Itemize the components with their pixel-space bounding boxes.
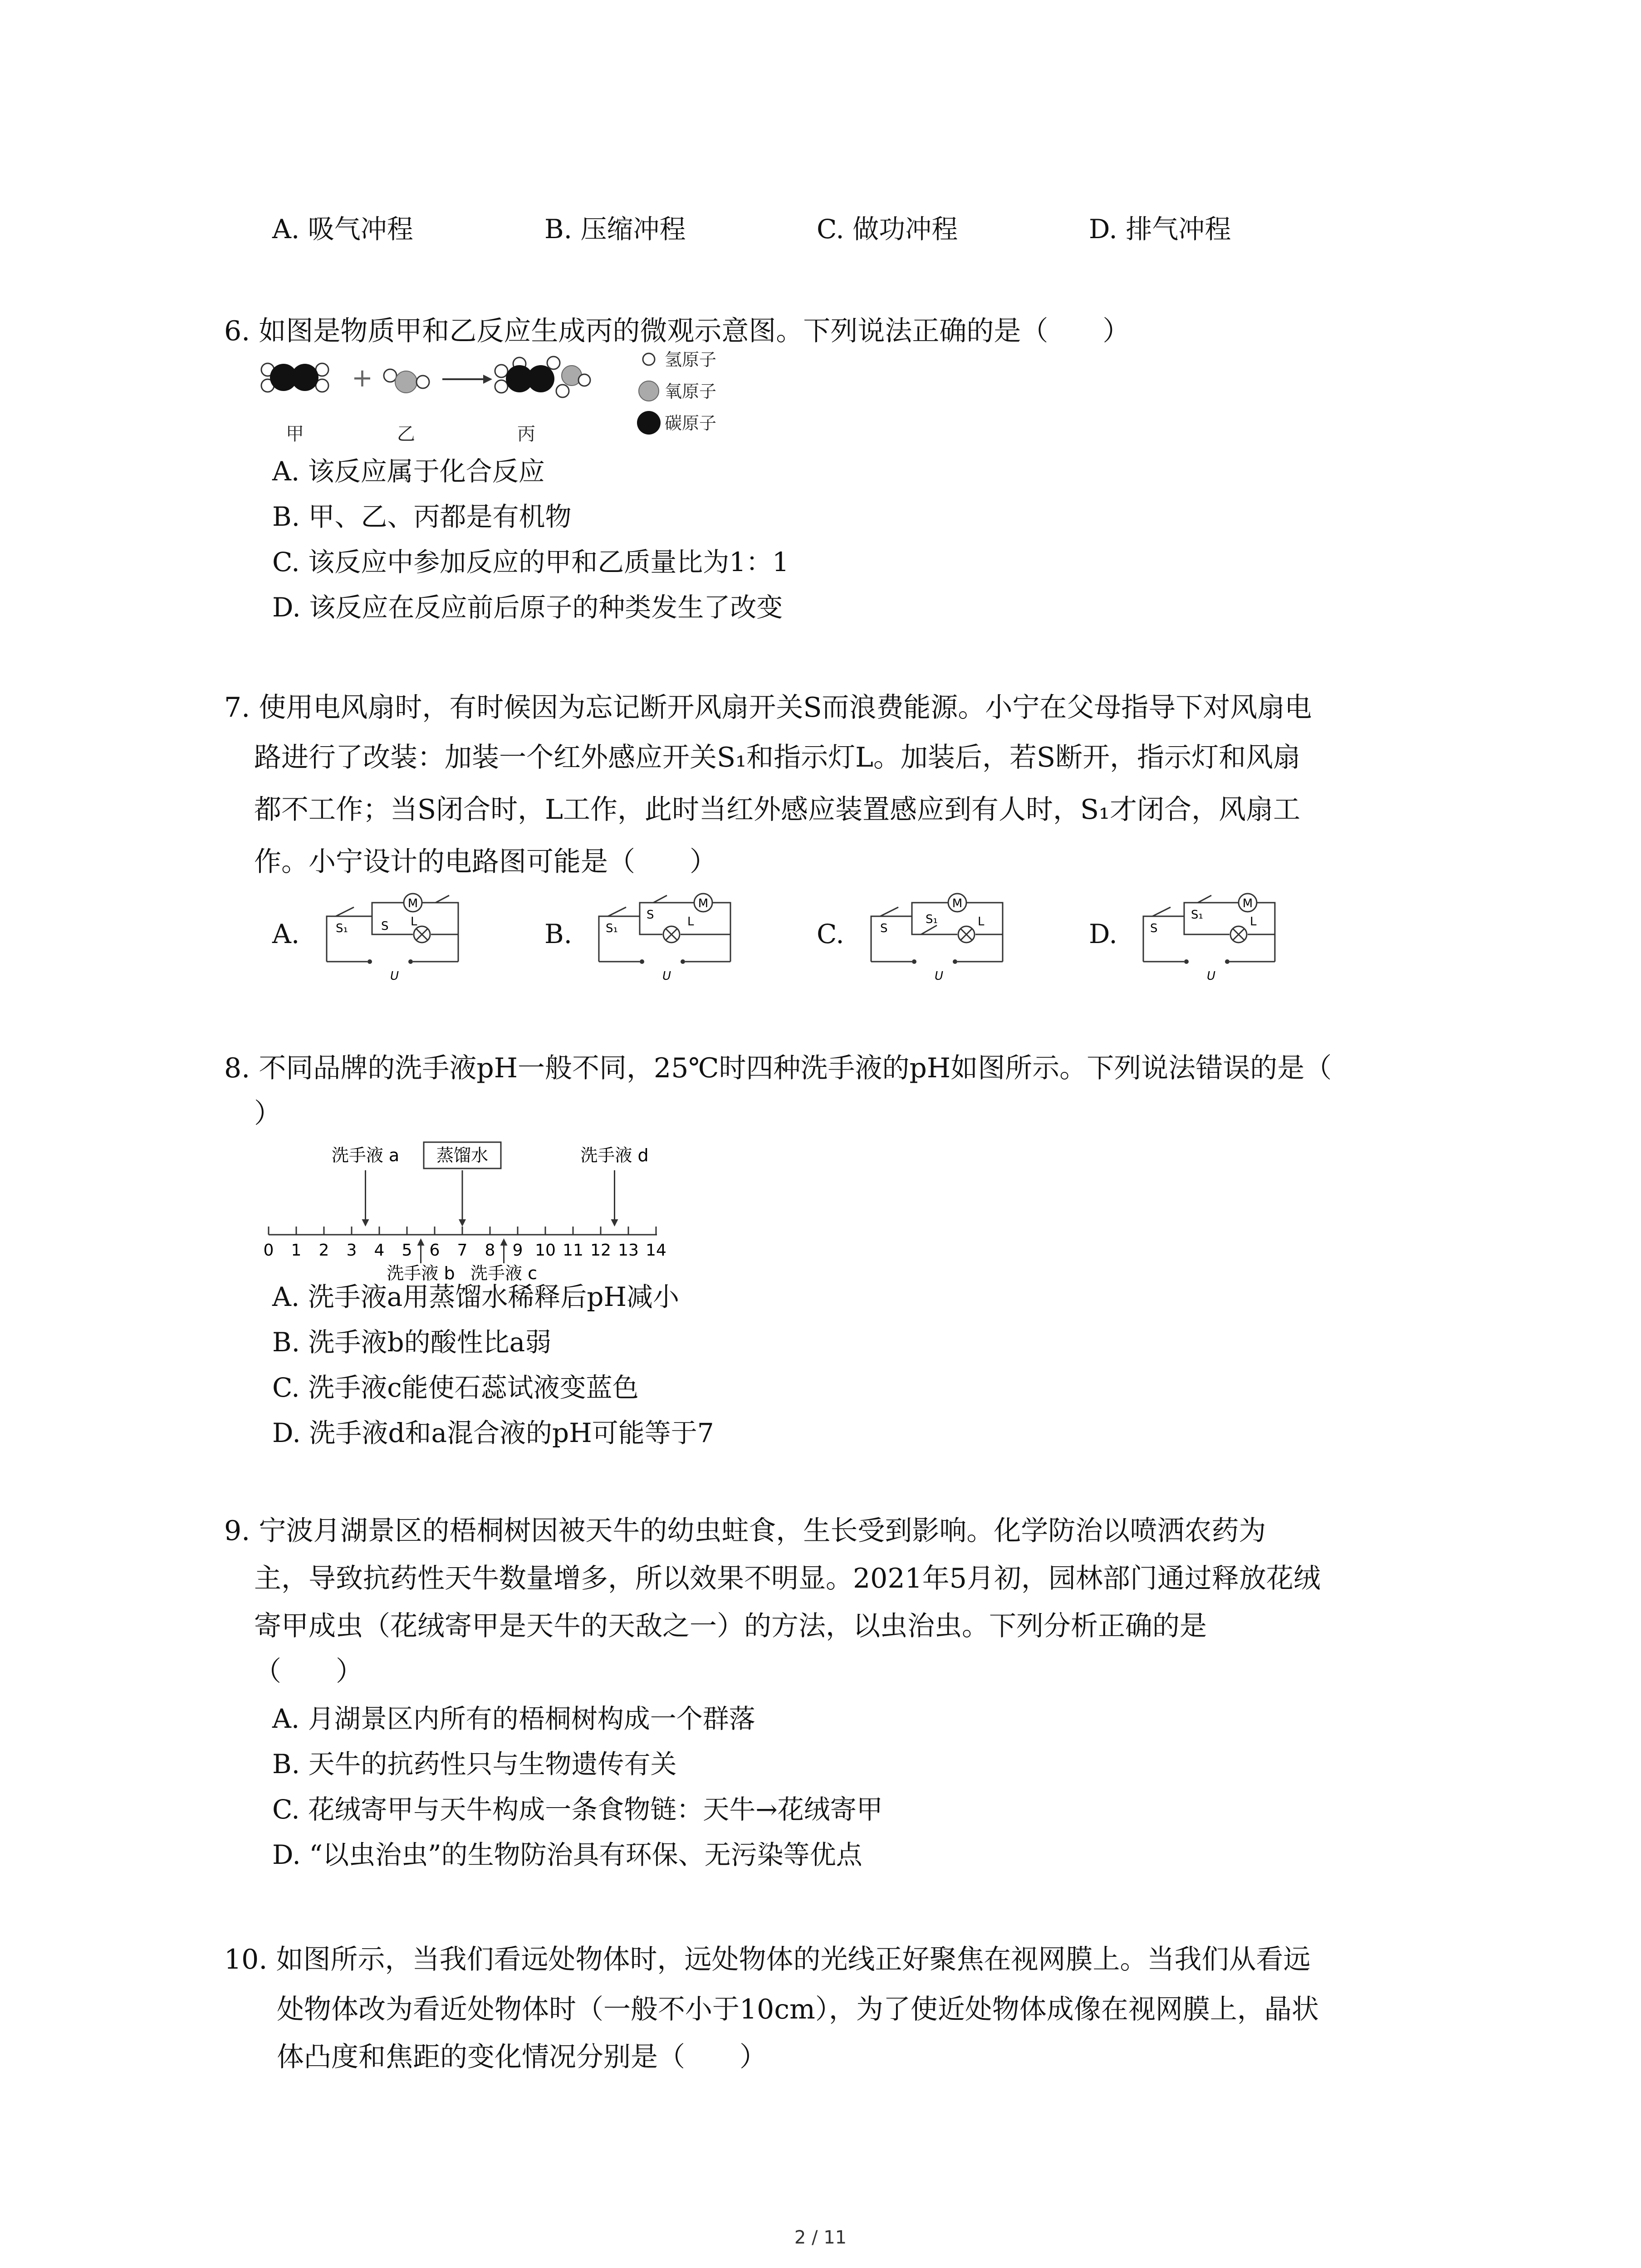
- switch-s1-label: S₁: [1191, 908, 1203, 922]
- oxygen-legend-icon: [639, 381, 659, 401]
- q9-stem-line-3: 寄甲成虫（花绒寄甲是天牛的天敌之一）的方法，以虫治虫。下列分析正确的是: [254, 1610, 1207, 1642]
- arrowhead-b-icon: [417, 1238, 425, 1246]
- q8-stem-line-1: 8. 不同品牌的洗手液pH一般不同，25℃时四种洗手液的pH如图所示。下列说法错误的是（: [224, 1052, 1332, 1084]
- q10-stem-line-3: 体凸度和焦距的变化情况分别是（ ）: [277, 2041, 767, 2073]
- label-bing: 丙: [517, 424, 535, 445]
- ph-tick-label: 12: [590, 1241, 611, 1260]
- motor-label: M: [698, 897, 709, 910]
- motor-label: M: [1242, 897, 1253, 910]
- q8-ph-scale: [254, 1134, 708, 1284]
- q7-option-c-letter: C.: [817, 919, 844, 949]
- q9-option-b: B. 天牛的抗药性只与生物遗传有关: [272, 1749, 677, 1779]
- label-distilled-water: 蒸馏水: [436, 1145, 489, 1165]
- label-jia: 甲: [286, 424, 304, 445]
- plus-sign: +: [352, 363, 373, 393]
- ph-tick-label: 14: [646, 1241, 666, 1260]
- page-number: 2 / 11: [794, 2227, 847, 2248]
- switch-s1-label: S₁: [336, 922, 348, 935]
- voltage-label: U: [1207, 969, 1216, 983]
- q5-option-d: D. 排气冲程: [1089, 214, 1231, 244]
- ph-tick-label: 3: [346, 1241, 357, 1260]
- ph-tick-label: 8: [485, 1241, 495, 1260]
- q8-option-a: A. 洗手液a用蒸馏水稀释后pH减小: [272, 1281, 680, 1312]
- arrowhead-water-icon: [459, 1219, 466, 1227]
- ph-tick-label: 4: [374, 1241, 385, 1260]
- voltage-label: U: [390, 969, 399, 983]
- q7-circuit-b: [590, 889, 753, 989]
- legend-oxygen: 氧原子: [665, 381, 717, 401]
- voltage-label: U: [662, 969, 671, 983]
- molecule-bing-icon: [495, 357, 590, 397]
- ph-tick-label: 1: [291, 1241, 302, 1260]
- q6-option-a: A. 该反应属于化合反应: [272, 456, 545, 487]
- ph-tick-label: 0: [263, 1241, 274, 1260]
- q5-option-b: B. 压缩冲程: [544, 214, 686, 244]
- lamp-label: L: [978, 915, 985, 929]
- label-handwash-c: 洗手液 c: [470, 1263, 537, 1283]
- legend-hydrogen: 氢原子: [665, 350, 717, 370]
- q9-stem-line-1: 9. 宁波月湖景区的梧桐树因被天牛的幼虫蛀食，生长受到影响。化学防治以喷洒农药为: [224, 1515, 1266, 1547]
- arrowhead-d-icon: [611, 1219, 618, 1227]
- ph-tick-label: 10: [535, 1241, 556, 1260]
- q7-option-d-letter: D.: [1089, 919, 1117, 949]
- legend: [637, 350, 716, 435]
- q7-stem-line-3: 都不工作；当S闭合时，L工作，此时当红外感应装置感应到有人时，S₁才闭合，风扇工: [254, 794, 1301, 826]
- q8-option-d: D. 洗手液d和a混合液的pH可能等于7: [272, 1418, 714, 1448]
- q9-stem-line-2: 主，导致抗药性天牛数量增多，所以效果不明显。2021年5月初，园林部门通过释放花绒: [254, 1563, 1321, 1594]
- label-handwash-b: 洗手液 b: [387, 1263, 455, 1283]
- switch-s-label: S: [647, 908, 654, 922]
- ph-tick-label: 6: [429, 1241, 440, 1260]
- ph-tick-label: 2: [318, 1241, 329, 1260]
- q7-stem-line-2: 路进行了改装：加装一个红外感应开关S₁和指示灯L。加装后，若S断开，指示灯和风扇: [254, 742, 1301, 773]
- q5-option-c: C. 做功冲程: [817, 214, 958, 244]
- q6-molecule-diagram: [254, 349, 798, 454]
- ph-tick-label: 7: [457, 1241, 468, 1260]
- q8-option-c: C. 洗手液c能使石蕊试液变蓝色: [272, 1372, 639, 1403]
- arrowhead-c-icon: [500, 1238, 508, 1246]
- q7-option-a-letter: A.: [272, 919, 300, 949]
- reaction-arrow-icon: [442, 375, 492, 384]
- q7-circuit-d: [1134, 889, 1298, 989]
- q7-option-b-letter: B.: [544, 919, 573, 949]
- ph-tick-label: 5: [402, 1241, 412, 1260]
- label-handwash-d: 洗手液 d: [580, 1145, 649, 1165]
- ph-tick-label: 11: [563, 1241, 583, 1260]
- q7-circuit-c: [862, 889, 1025, 989]
- q9-option-d: D. “以虫治虫”的生物防治具有环保、无污染等优点: [272, 1839, 862, 1870]
- legend-carbon: 碳原子: [665, 413, 717, 433]
- q9-option-a: A. 月湖景区内所有的梧桐树构成一个群落: [272, 1703, 755, 1734]
- q10-stem-line-2: 处物体改为看近处物体时（一般不小于10cm），为了使近处物体成像在视网膜上，晶状: [277, 1994, 1319, 2025]
- q7-stem-line-4: 作。小宁设计的电路图可能是（ ）: [254, 846, 717, 878]
- q9-stem-line-4: （ ）: [254, 1656, 363, 1687]
- motor-label: M: [952, 897, 963, 910]
- switch-s-label: S: [880, 922, 888, 935]
- hydrogen-legend-icon: [643, 353, 655, 365]
- switch-s-label: S: [381, 919, 389, 933]
- lamp-label: L: [1250, 915, 1257, 929]
- ph-tick-label: 13: [618, 1241, 639, 1260]
- switch-s1-label: S₁: [606, 922, 618, 935]
- molecule-yi-icon: [384, 369, 429, 393]
- q5-option-a: A. 吸气冲程: [272, 214, 413, 244]
- ph-scale-axis: [264, 1227, 666, 1260]
- switch-s-label: S: [1150, 922, 1158, 935]
- q6-option-c: C. 该反应中参加反应的甲和乙质量比为1：1: [272, 547, 789, 577]
- molecule-jia-icon: [261, 363, 328, 392]
- arrowhead-a-icon: [362, 1219, 369, 1227]
- motor-label: M: [407, 897, 418, 910]
- lamp-label: L: [411, 915, 417, 929]
- q6-option-b: B. 甲、乙、丙都是有机物: [272, 501, 572, 532]
- q9-option-c: C. 花绒寄甲与天牛构成一条食物链：天牛→花绒寄甲: [272, 1794, 883, 1825]
- label-yi: 乙: [397, 424, 415, 445]
- carbon-legend-icon: [637, 411, 661, 435]
- q6-option-d: D. 该反应在反应前后原子的种类发生了改变: [272, 592, 783, 623]
- q8-option-b: B. 洗手液b的酸性比a弱: [272, 1327, 552, 1358]
- q7-stem-line-1: 7. 使用电风扇时，有时候因为忘记断开风扇开关S而浪费能源。小宁在父母指导下对风扇电: [224, 692, 1312, 723]
- q7-circuit-a: [318, 889, 481, 989]
- q10-stem-line-1: 10. 如图所示，当我们看远处物体时，远处物体的光线正好聚焦在视网膜上。当我们从看远: [224, 1944, 1311, 1975]
- q6-stem: 6. 如图是物质甲和乙反应生成丙的微观示意图。下列说法正确的是（ ）: [224, 315, 1130, 347]
- switch-s1-label: S₁: [926, 913, 938, 926]
- lamp-label: L: [687, 915, 694, 929]
- voltage-label: U: [935, 969, 944, 983]
- ph-tick-label: 9: [512, 1241, 523, 1260]
- q8-stem-line-2: ）: [254, 1098, 281, 1129]
- label-handwash-a: 洗手液 a: [331, 1145, 400, 1165]
